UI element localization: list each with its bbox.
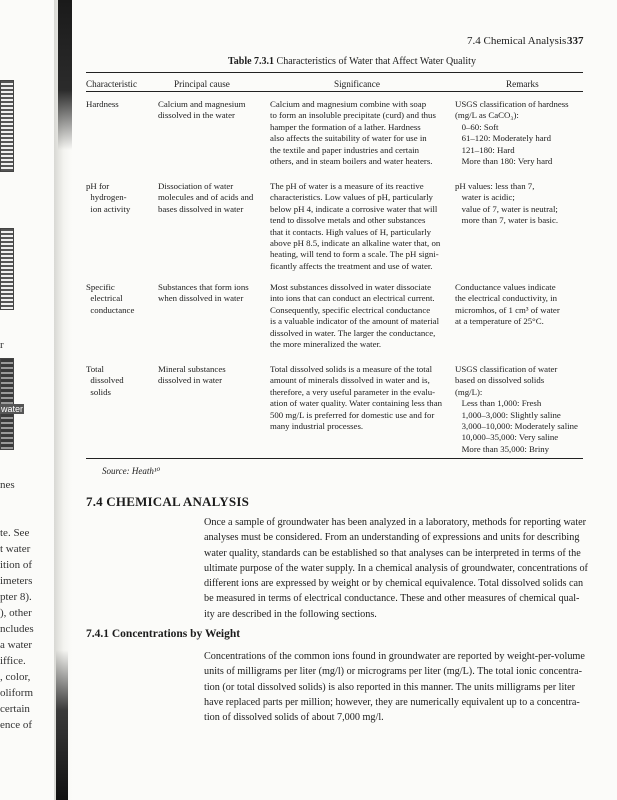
cell-line: above pH 8.5, indicate an alkaline water that, on: [270, 238, 441, 249]
table-caption: [228, 56, 476, 67]
adjacent-page-text: , color,: [0, 671, 31, 683]
cell-line: when dissolved in water: [158, 293, 244, 304]
cell-line: conductance: [86, 304, 135, 315]
adjacent-page-text: te. See: [0, 527, 30, 539]
adjacent-page-text: a water: [0, 639, 33, 651]
adjacent-page-text: t water: [0, 543, 31, 555]
column-header-remarks: Remarks: [506, 79, 539, 89]
table-caption-text: Characteristics of Water that Affect Water Quality: [276, 56, 476, 67]
cell-line: dissolved in water: [158, 375, 223, 386]
paragraph-line: tion (or total dissolved solids) is also reported in this manner. The units milligrams per liter: [204, 681, 576, 693]
cell-line: 3,000–10,000: Moderately saline: [455, 421, 578, 432]
cell-line: ation of water quality. Water containing less than: [270, 398, 443, 409]
cell-line: is a valuable indicator of the amount of material: [270, 316, 440, 327]
cell-line: also affects the suitability of water for use in: [270, 133, 427, 144]
adjacent-page-figure-strip: [0, 228, 14, 310]
adjacent-page-text: certain: [0, 703, 30, 715]
paragraph-line: ultimate purpose of the water supply. In a chemical analysis of groundwater, concentrations of: [204, 562, 588, 574]
cell-line: 121–180: Hard: [455, 144, 515, 155]
cell-line: USGS classification of water: [455, 364, 558, 374]
cell-line: hamper the formation of a lather. Hardness: [270, 121, 421, 132]
cell-line: Less than 1,000: Fresh: [455, 398, 542, 409]
cell-principal-cause: [158, 282, 249, 305]
cell-remarks: [455, 282, 560, 328]
cell-remarks: [455, 99, 569, 167]
cell-remarks: [455, 181, 558, 227]
cell-line: Specific: [86, 282, 115, 292]
cell-line: therefore, a very useful parameter in the evalu-: [270, 386, 436, 397]
adjacent-page-text: oliform: [0, 687, 33, 699]
paragraph-line: tion of dissolved solids of about 7,000 mg/l.: [204, 712, 384, 724]
cell-line: Most substances dissolved in water dissociate: [270, 282, 432, 292]
cell-line: dissolved in the water: [158, 110, 235, 121]
paragraph-line: be measured in terms of electrical conductance. These and other measures of chemical qual-: [204, 593, 580, 605]
cell-line: electrical: [86, 293, 123, 304]
cell-line: into ions that can conduct an electrical current.: [270, 293, 435, 304]
table-header-rule: [86, 91, 583, 92]
cell-line: many industrial processes.: [270, 421, 364, 432]
cell-line: the more mineralized the water.: [270, 339, 382, 350]
paragraph-line: have replaced parts per million; however, they are numerically equivalent up to a concentra-: [204, 696, 580, 708]
cell-line: to form an insoluble precipitate (curd) and thus: [270, 110, 436, 121]
cell-line: 10,000–35,000: Very saline: [455, 432, 559, 443]
paragraph-line: units of milligrams per liter (mg/l) or micrograms per liter (mg/L). The total ionic concentra-: [204, 666, 583, 678]
cell-line: Substances that form ions: [158, 282, 249, 292]
cell-characteristic: [86, 364, 124, 398]
running-header-section: 7.4 Chemical Analysis: [467, 35, 567, 47]
paragraph-line: different ions are expressed by weight or by chemical equivalence. Total dissolved solids can: [204, 578, 584, 590]
cell-line: Conductance values indicate: [455, 282, 556, 292]
cell-line: heating, will tend to form a scale. The pH signi-: [270, 249, 439, 260]
cell-line: Calcium and magnesium: [158, 99, 246, 109]
paragraph-line: analyses must be considered. From an understanding of expressions and units for describing: [204, 532, 580, 544]
cell-line: 61–120: Moderately hard: [455, 133, 552, 144]
cell-line: characteristics. Low values of pH, particularly: [270, 192, 433, 203]
cell-line: pH for: [86, 181, 110, 191]
cell-significance: [270, 181, 440, 272]
cell-line: bases dissolved in water: [158, 203, 244, 214]
adjacent-page-label: water: [1, 404, 24, 414]
cell-principal-cause: [158, 99, 245, 122]
cell-line: (mg/L as CaCO₃):: [455, 110, 519, 121]
paragraph-line: water quality, standards can be established so that analyses can be interpreted in terms of the: [204, 547, 581, 559]
table-caption-label: Table 7.3.1: [228, 56, 275, 67]
column-header-principal-cause: Principal cause: [174, 79, 230, 89]
cell-line: molecules and of acids and: [158, 192, 254, 203]
adjacent-page-figure-strip: [0, 80, 14, 172]
adjacent-page-text: ), other: [0, 607, 32, 619]
table-source-note: Source: Heath¹⁰: [102, 466, 161, 476]
table-bottom-rule: [86, 458, 583, 459]
cell-line: Hardness: [86, 99, 119, 109]
cell-line: 1,000–3,000: Slightly saline: [455, 409, 561, 420]
cell-line: (mg/L):: [455, 386, 483, 397]
cell-line: Calcium and magnesium combine with soap: [270, 99, 427, 109]
cell-line: Consequently, specific electrical conductance: [270, 304, 431, 315]
binding-edge-bottom: [56, 650, 68, 800]
subsection-heading: 7.4.1 Concentrations by Weight: [86, 628, 241, 640]
adjacent-page-text: ncludes: [0, 623, 34, 635]
cell-line: 500 mg/L is preferred for domestic use and for: [270, 409, 435, 420]
cell-line: below pH 4, indicate a corrosive water that will: [270, 203, 438, 214]
adjacent-page-text: nes: [0, 479, 15, 491]
cell-line: the textile and paper industries and certain: [270, 144, 420, 155]
page-number: 337: [567, 35, 584, 47]
cell-line: pH values: less than 7,: [455, 181, 535, 191]
section-paragraph: [204, 515, 588, 622]
adjacent-page-text: r: [0, 339, 4, 351]
cell-line: dissolved in water. The larger the conductance,: [270, 327, 436, 338]
cell-line: more than 7, water is basic.: [455, 215, 559, 226]
cell-line: based on dissolved solids: [455, 375, 545, 386]
cell-line: More than 180: Very hard: [455, 156, 553, 167]
cell-line: The pH of water is a measure of its reactive: [270, 181, 424, 191]
cell-characteristic: [86, 282, 134, 316]
adjacent-page-text: pter 8).: [0, 591, 32, 603]
cell-remarks: [455, 364, 578, 455]
paragraph-line: Once a sample of groundwater has been analyzed in a laboratory, methods for reporting water: [204, 517, 587, 528]
cell-line: amount of minerals dissolved in water and is,: [270, 375, 430, 386]
column-header-characteristic: Characteristic: [86, 79, 138, 89]
cell-characteristic: [86, 99, 119, 110]
cell-line: Total: [86, 364, 104, 374]
section-heading: 7.4 CHEMICAL ANALYSIS: [86, 494, 250, 509]
cell-significance: [270, 364, 442, 432]
cell-significance: [270, 282, 439, 350]
cell-line: dissolved: [86, 375, 124, 386]
cell-line: ion activity: [86, 203, 131, 214]
cell-line: Mineral substances: [158, 364, 226, 374]
adjacent-page-text: ence of: [0, 719, 33, 731]
cell-line: tend to dissolve metals and other substances: [270, 215, 426, 226]
binding-edge-top: [58, 0, 72, 150]
cell-line: value of 7, water is neutral;: [455, 203, 558, 214]
column-header-significance: Significance: [334, 79, 380, 89]
paragraph-line: ity are described in the following sections.: [204, 608, 377, 620]
cell-line: others, and in steam boilers and water heaters.: [270, 156, 433, 167]
adjacent-page-text: iffice.: [0, 655, 26, 667]
table-top-rule: [86, 72, 583, 73]
cell-line: at a temperature of 25°C.: [455, 316, 544, 327]
cell-line: micromhos, of 1 cm³ of water: [455, 304, 560, 315]
cell-line: water is acidic;: [455, 192, 515, 203]
cell-significance: [270, 99, 436, 167]
cell-line: USGS classification of hardness: [455, 99, 569, 109]
cell-principal-cause: [158, 181, 253, 215]
cell-line: solids: [86, 386, 111, 397]
cell-line: the electrical conductivity, in: [455, 293, 558, 304]
adjacent-page-text: imeters: [0, 575, 33, 587]
cell-line: ficantly affects the treatment and use of water.: [270, 260, 433, 271]
cell-principal-cause: [158, 364, 226, 387]
cell-line: Dissociation of water: [158, 181, 234, 191]
adjacent-page-text: ition of: [0, 559, 33, 571]
cell-characteristic: [86, 181, 130, 215]
cell-line: hydrogen-: [86, 192, 127, 203]
paragraph-line: Concentrations of the common ions found in groundwater are reported by weight-per-volume: [204, 651, 585, 662]
cell-line: More than 35,000: Briny: [455, 443, 550, 454]
cell-line: Total dissolved solids is a measure of the total: [270, 364, 433, 374]
cell-line: that it contacts. High values of H, particularly: [270, 226, 431, 237]
subsection-paragraph: [204, 649, 585, 725]
cell-line: 0–60: Soft: [455, 121, 499, 132]
